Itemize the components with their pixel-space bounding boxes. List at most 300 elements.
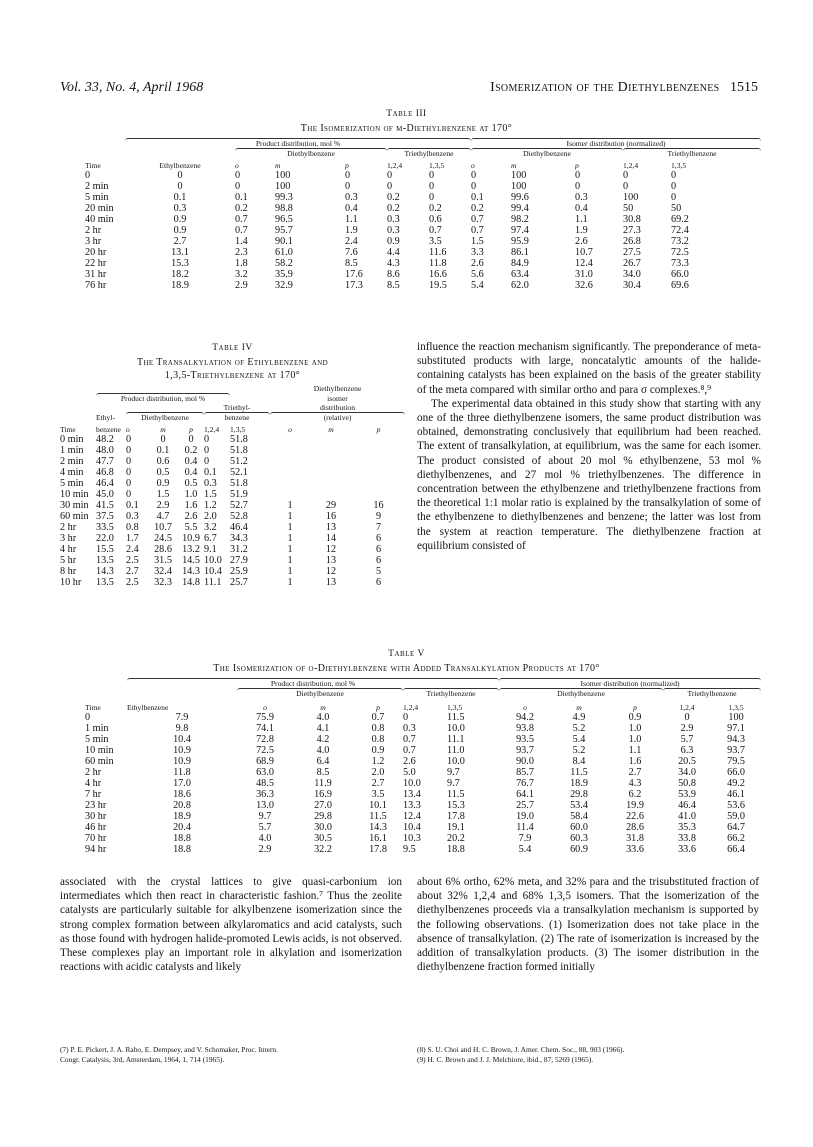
table5-col-135: 1,3,5 [447, 703, 463, 712]
table3-group-isomer: Isomer distribution (normalized) [471, 138, 761, 148]
table5-col-o: o [263, 703, 267, 712]
table5-cell: 18.8 [173, 844, 191, 855]
table4-sub-triethyl-1: Triethyl- [223, 403, 251, 412]
table4-title-line1: The Transalkylation of Ethylbenzene and [136, 357, 329, 368]
table4-isomer-head-3: distribution [320, 403, 356, 412]
table5-cell: 11.5 [447, 789, 465, 800]
table5-col-p-iso: p [633, 703, 637, 712]
table3-cell: 0 [671, 181, 677, 192]
table5-cell: 7 hr [85, 789, 102, 800]
table5-cell: 0.7 [371, 712, 385, 723]
table5-cell: 10.9 [173, 756, 191, 767]
table4-cell: 10 hr [60, 577, 82, 588]
table3-cell: 100 [275, 181, 291, 192]
paragraph-experimental: The experimental data obtained in this study show that starting with any one of the three diethylbenzene isomers, the same product distribution was obtained, demonstrating conclusively that equilibrium had been reached. The extent of transalkylation, at equilibrium, was the same for each isomer. The product consisted of about 20 mol % ethylbenzene, 53 mol % diethylbenzenes, and 27 mol % triethylbenzenes. The difference in concentration between the ethylbenzene and triethylbenzene fractions from the theoretical 1:1 molar ratio is explained by the transalkylation of some of the ethylbenzene to diethylbenzenes and benzene; the latter was lost from the system at reaction temperature. The diethylbenzene fraction at equilibrium consisted of [417, 397, 761, 552]
table3-cell: 0.7 [429, 225, 442, 236]
table3-group-product: Product distribution, mol % [125, 138, 471, 148]
table3-cell: 2 hr [85, 225, 102, 236]
table5-cell: 1.0 [628, 734, 642, 745]
table5-cell: 7.9 [175, 712, 189, 723]
table5-cell: 0 [403, 712, 409, 723]
table5-cell: 49.2 [727, 778, 745, 789]
table5-cell: 94.3 [727, 734, 745, 745]
table3-cell: 3 hr [85, 236, 102, 247]
table5-cell: 9.7 [258, 811, 272, 822]
table5-sub-diethyl-product: Diethylbenzene [237, 688, 403, 698]
table3-cell: 30.4 [623, 280, 641, 291]
table4-cell: 3.2 [204, 522, 217, 533]
table5-cell: 5 min [85, 734, 109, 745]
table5-cell: 76.7 [516, 778, 534, 789]
footnote-7-line2: Congr. Catalysis, 3rd, Amsterdam, 1964, 1, 714 (1965). [60, 1054, 225, 1064]
table3-cell: 0 [345, 181, 351, 192]
table5-cell: 12.4 [403, 811, 421, 822]
table4-cell: 51.8 [230, 445, 248, 456]
table5-cell: 22.6 [626, 811, 644, 822]
table3-sub-diethyl-product: Diethylbenzene [235, 148, 387, 158]
table3-cell: 8.5 [345, 258, 358, 269]
table3-cell: 76 hr [85, 280, 107, 291]
table3-cell: 26.8 [623, 236, 641, 247]
table5-title: The Isomerization of o-Diethylbenzene with Added Transalkylation Products at 170° [213, 663, 600, 674]
table3-cell: 11.8 [429, 258, 447, 269]
table4-cell: 14.5 [182, 555, 200, 566]
table5-cell: 17.8 [447, 811, 465, 822]
table4-cell: 28.6 [154, 544, 172, 555]
table5-cell: 19.0 [516, 811, 534, 822]
table5-cell: 16.1 [369, 833, 387, 844]
table4-cell: 3 hr [60, 533, 77, 544]
table5-cell: 4.1 [316, 723, 330, 734]
table5-cell: 13.3 [403, 800, 421, 811]
table5-row [85, 800, 761, 811]
table4-cell: 16 [373, 500, 384, 511]
table4-row [60, 434, 405, 445]
table5-cell: 29.8 [570, 789, 588, 800]
table5-cell: 70 hr [85, 833, 107, 844]
table3-col-135-iso: 1,3,5 [671, 161, 687, 170]
table3-cell: 0 [235, 170, 241, 181]
table5-cell: 17.0 [173, 778, 191, 789]
table3-cell: 0.1 [471, 192, 484, 203]
footnotes-right [417, 1045, 759, 1064]
table5-cell: 11.8 [173, 767, 191, 778]
table5-row [85, 723, 761, 734]
table5-cell: 11.1 [447, 734, 465, 745]
table3-cell: 86.1 [511, 247, 529, 258]
table3-cell: 0.4 [345, 203, 358, 214]
table5-cell: 20.2 [447, 833, 465, 844]
table5-cell: 5.4 [518, 844, 532, 855]
table5-cell: 35.3 [678, 822, 696, 833]
table4-cell: 0.1 [204, 467, 217, 478]
table5-cell: 74.1 [256, 723, 274, 734]
table3-title: The Isomerization of m-Diethylbenzene at 170° [300, 123, 513, 134]
table5-cell: 36.3 [256, 789, 274, 800]
table4-cell: 2.7 [126, 566, 139, 577]
table4-cell [270, 456, 310, 467]
table4-cell: 27.9 [230, 555, 248, 566]
table3-cell: 0 [387, 170, 393, 181]
table4-cell: 12 [325, 544, 337, 555]
table4-cell [270, 489, 310, 500]
table5-cell: 66.0 [727, 767, 745, 778]
table5-col-124-iso: 1,2,4 [679, 703, 695, 712]
table3-cell: 26.7 [623, 258, 641, 269]
table3-cell: 0 [387, 181, 393, 192]
table3-cell: 73.2 [671, 236, 689, 247]
running-header-title [452, 80, 758, 96]
table4-cell: 0.4 [184, 456, 198, 467]
table3-cell: 12.4 [575, 258, 593, 269]
table3-row [85, 181, 761, 192]
table5-cell: 46 hr [85, 822, 107, 833]
table5-cell: 64.7 [727, 822, 745, 833]
table3-col-124: 1,2,4 [387, 161, 403, 170]
table5-cell: 30.5 [314, 833, 332, 844]
table5-cell: 85.7 [516, 767, 534, 778]
table5-cell: 90.0 [516, 756, 534, 767]
table5-cell: 2.9 [680, 723, 694, 734]
table4-cell: 13.5 [96, 577, 114, 588]
table3-cell: 18.2 [171, 269, 189, 280]
table3-cell: 0 [575, 170, 581, 181]
table3-cell: 3.2 [235, 269, 248, 280]
table4-row [60, 566, 405, 577]
table3-cell: 17.3 [345, 280, 363, 291]
table5-cell: 10.4 [173, 734, 191, 745]
table4-sub-diethyl: Diethylbenzene [126, 412, 204, 422]
table5-cell: 53.9 [678, 789, 696, 800]
table3-cell: 0.7 [235, 225, 248, 236]
table4-number: Table IV [212, 343, 253, 353]
table3-cell: 4.3 [387, 258, 400, 269]
table3-cell: 0.7 [235, 214, 248, 225]
table3-cell: 4.4 [387, 247, 400, 258]
table4-row [60, 544, 405, 555]
table3-cell: 95.9 [511, 236, 529, 247]
table5-cell: 27.0 [314, 800, 332, 811]
table4-cell: 0.2 [184, 445, 198, 456]
table5-cell: 8.4 [572, 756, 586, 767]
table5-cell: 1 min [85, 723, 109, 734]
table3-cell: 22 hr [85, 258, 107, 269]
table4-cell [310, 445, 352, 456]
table3-col-135: 1,3,5 [429, 161, 445, 170]
table5-cell: 13.0 [256, 800, 274, 811]
table5-cell: 15.3 [447, 800, 465, 811]
bottom-right-body [417, 875, 759, 974]
table4-cell: 0 [188, 434, 194, 445]
table4-cell: 5.5 [184, 522, 198, 533]
table3-cell: 98.8 [275, 203, 293, 214]
table3-cell: 8.6 [387, 269, 400, 280]
table3-cell: 100 [623, 192, 639, 203]
table5-cell: 58.4 [570, 811, 588, 822]
table4-cell: 10.7 [154, 522, 172, 533]
table4-col-o: o [126, 425, 130, 434]
table5-cell: 30.0 [314, 822, 332, 833]
table3-cell: 0.7 [471, 214, 484, 225]
table3-cell: 72.4 [671, 225, 689, 236]
table5-cell: 0 [85, 712, 91, 723]
table4-body [60, 434, 405, 588]
table4-cell: 48.0 [96, 445, 114, 456]
table3-cell: 63.4 [511, 269, 529, 280]
table4-col-m: m [160, 425, 166, 434]
table5-cell: 2 hr [85, 767, 102, 778]
table5-cell: 11.4 [516, 822, 534, 833]
table3-cell: 27.3 [623, 225, 641, 236]
table3-row [85, 269, 761, 280]
table4-col-124: 1,2,4 [204, 425, 220, 434]
table5-col-ethylbenzene: Ethylbenzene [127, 703, 169, 712]
table3-cell: 0 [429, 170, 435, 181]
table5-cell: 4 hr [85, 778, 102, 789]
table5-cell: 0.7 [403, 734, 416, 745]
table5-cell: 33.6 [626, 844, 644, 855]
table4-row [60, 445, 405, 456]
table5-cell: 28.6 [626, 822, 644, 833]
table5-cell: 10.0 [447, 756, 465, 767]
table5-col-135-iso: 1,3,5 [728, 703, 744, 712]
table3-cell: 0 [471, 170, 477, 181]
table4-cell: 0.4 [184, 467, 198, 478]
table3-sub-triethyl-isomer: Triethylbenzene [623, 148, 761, 158]
table5-cell: 60 min [85, 756, 114, 767]
table3-cell: 2.3 [235, 247, 248, 258]
table4-row [60, 456, 405, 467]
table3-cell: 0.7 [471, 225, 484, 236]
table5-cell: 20.8 [173, 800, 191, 811]
table4-cell: 13.5 [96, 555, 114, 566]
table3-cell: 97.4 [511, 225, 529, 236]
table3-cell: 0.1 [173, 192, 187, 203]
table4-cell: 51.8 [230, 478, 248, 489]
table3-cell: 31 hr [85, 269, 107, 280]
table3-cell: 0.9 [173, 225, 187, 236]
table3-cell: 32.6 [575, 280, 593, 291]
table4-cell [270, 434, 310, 445]
table4-cell: 46.4 [96, 478, 114, 489]
table4-title-line2: 1,3,5-Triethylbenzene at 170° [164, 370, 301, 381]
table3-cell: 61.0 [275, 247, 293, 258]
table4-cell: 1.2 [204, 500, 217, 511]
table5-cell: 18.8 [173, 833, 191, 844]
table4-cell: 14.3 [96, 566, 114, 577]
table4-cell: 0 [204, 434, 210, 445]
table4-cell: 48.2 [96, 434, 114, 445]
table5-cell: 10.3 [403, 833, 421, 844]
table5-cell: 11.5 [369, 811, 387, 822]
table5-cell: 60.3 [570, 833, 588, 844]
table3-cell: 69.2 [671, 214, 689, 225]
table5-cell: 11.0 [447, 745, 465, 756]
table3-cell: 19.5 [429, 280, 447, 291]
table4-cell: 47.7 [96, 456, 114, 467]
table5-cell: 1.6 [628, 756, 642, 767]
table3-cell: 0.3 [575, 192, 588, 203]
table3-col-ethylbenzene: Ethylbenzene [159, 161, 201, 170]
table5-row [85, 734, 761, 745]
table5-group-product: Product distribution, mol % [127, 678, 499, 688]
table3-col-time: Time [85, 161, 101, 170]
table3 [85, 138, 761, 291]
table5 [85, 678, 761, 855]
table3-cell: 16.6 [429, 269, 447, 280]
table3-col-m: m [275, 161, 281, 170]
table3-number: Table III [386, 109, 427, 119]
table4-cell: 32.4 [154, 566, 172, 577]
table5-cell: 4.9 [572, 712, 586, 723]
table5-cell: 30 hr [85, 811, 107, 822]
table3-cell: 0.3 [387, 225, 400, 236]
table4-cell: 37.5 [96, 511, 114, 522]
table4-cell: 1 [287, 533, 293, 544]
table4-cell: 4 min [60, 467, 84, 478]
table4-cell: 2.5 [126, 555, 139, 566]
table4-cell: 0.5 [156, 467, 170, 478]
table3-cell: 100 [511, 170, 527, 181]
table3-cell: 13.1 [171, 247, 189, 258]
table5-col-o-iso: o [523, 703, 527, 712]
table3-cell: 90.1 [275, 236, 293, 247]
table4-cell: 2 hr [60, 522, 77, 533]
table3-cell: 0 [575, 181, 581, 192]
table3-cell: 0.2 [471, 203, 484, 214]
table3-col-p-iso: p [575, 161, 579, 170]
table5-cell: 4.2 [316, 734, 330, 745]
table5-cell: 59.0 [727, 811, 745, 822]
table3-cell: 99.4 [511, 203, 529, 214]
table5-cell: 53.4 [570, 800, 588, 811]
table4-cell: 52.7 [230, 500, 248, 511]
table5-cell: 5.2 [572, 745, 586, 756]
table5-cell: 18.8 [447, 844, 465, 855]
table4-cell: 31.5 [154, 555, 172, 566]
table5-cell: 31.8 [626, 833, 644, 844]
table3-cell: 98.2 [511, 214, 529, 225]
table5-cell: 46.1 [727, 789, 745, 800]
table5-cell: 75.9 [256, 712, 274, 723]
table4-cell: 51.2 [230, 456, 248, 467]
table5-cell: 9.8 [175, 723, 189, 734]
table4-cell: 6 [375, 533, 382, 544]
table3-cell: 15.3 [171, 258, 189, 269]
table5-cell: 4.0 [258, 833, 272, 844]
table4-cell: 2.6 [184, 511, 198, 522]
table5-cell: 11.5 [447, 712, 465, 723]
table5-cell: 60.0 [570, 822, 588, 833]
table4-cell: 2.0 [204, 511, 217, 522]
table4-col-time: Time [60, 425, 76, 434]
table5-cell: 72.8 [256, 734, 274, 745]
bottom-left-body [60, 875, 402, 974]
table3-cell: 58.2 [275, 258, 293, 269]
table4-cell: 0 [126, 489, 132, 500]
footnote-7-line1: (7) P. E. Pickert, J. A. Rabo, E. Dempsey, and V. Schomaker, Proc. Intern. [60, 1045, 278, 1054]
table4-cell [310, 489, 352, 500]
table3-cell: 96.5 [275, 214, 293, 225]
table5-cell: 10 min [85, 745, 114, 756]
table4-cell: 9.1 [204, 544, 217, 555]
table4-cell: 1.0 [184, 489, 198, 500]
table5-cell: 13.4 [403, 789, 421, 800]
table4-cell: 14.8 [182, 577, 200, 588]
table4-cell: 0 [126, 456, 132, 467]
table4-cell: 52.8 [230, 511, 248, 522]
table5-cell: 11.9 [314, 778, 332, 789]
table4-cell [310, 434, 352, 445]
table5-cell: 33.6 [678, 844, 696, 855]
table5-cell: 60.9 [570, 844, 588, 855]
table4-cell: 13 [325, 522, 337, 533]
table3-row [85, 247, 761, 258]
table5-cell: 6.3 [680, 745, 694, 756]
table5-cell: 7.9 [518, 833, 532, 844]
table4-cell: 12 [325, 566, 337, 577]
table4-cell: 32.3 [154, 577, 172, 588]
table4-group-product: Product distribution, mol % [96, 393, 230, 403]
table3-cell: 3.5 [429, 236, 442, 247]
table5-cell: 0.3 [403, 723, 416, 734]
table5-cell: 66.4 [727, 844, 745, 855]
table5-cell: 17.8 [369, 844, 387, 855]
table5-cell: 2.6 [403, 756, 416, 767]
table4-cell: 1 [287, 555, 293, 566]
table4-cell: 10.9 [182, 533, 200, 544]
table5-cell: 4.0 [316, 712, 330, 723]
table5-cell: 94 hr [85, 844, 107, 855]
table3-sub-diethyl-isomer: Diethylbenzene [471, 148, 623, 158]
table3-col-o-iso: o [471, 161, 475, 170]
table4-row [60, 522, 405, 533]
table5-row [85, 811, 761, 822]
table5-cell: 9.7 [447, 778, 460, 789]
table3-sub-triethyl-product: Triethylbenzene [387, 148, 471, 158]
table3-cell: 17.6 [345, 269, 363, 280]
table3-cell: 0.2 [429, 203, 442, 214]
table3-cell: 100 [275, 170, 291, 181]
table4-cell: 10.4 [204, 566, 222, 577]
table5-cell: 10.1 [369, 800, 387, 811]
table3-cell: 5.4 [471, 280, 484, 291]
table4-cell: 1 min [60, 445, 84, 456]
table3-cell: 0 [623, 181, 629, 192]
table4-cell: 0 [160, 434, 166, 445]
table5-cell: 41.0 [678, 811, 696, 822]
table3-row [85, 214, 761, 225]
table3-cell: 30.8 [623, 214, 641, 225]
table5-cell: 11.5 [570, 767, 588, 778]
table4-row [60, 478, 405, 489]
table4-cell: 1.5 [156, 489, 170, 500]
table3-cell: 72.5 [671, 247, 689, 258]
table3-cell: 0.3 [387, 214, 400, 225]
table3-cell: 100 [511, 181, 527, 192]
table4-isomer-head-1: Diethylbenzene [313, 384, 362, 393]
table3-cell: 34.0 [623, 269, 641, 280]
table5-row [85, 833, 761, 844]
table5-cell: 94.2 [516, 712, 534, 723]
table5-cell: 79.5 [727, 756, 745, 767]
table4-cell: 2 min [60, 456, 84, 467]
table5-cell: 3.5 [371, 789, 385, 800]
table4-cell: 0.6 [156, 456, 170, 467]
table3-row [85, 236, 761, 247]
table5-cell: 0.8 [371, 734, 385, 745]
table4-cell: 46.4 [230, 522, 248, 533]
